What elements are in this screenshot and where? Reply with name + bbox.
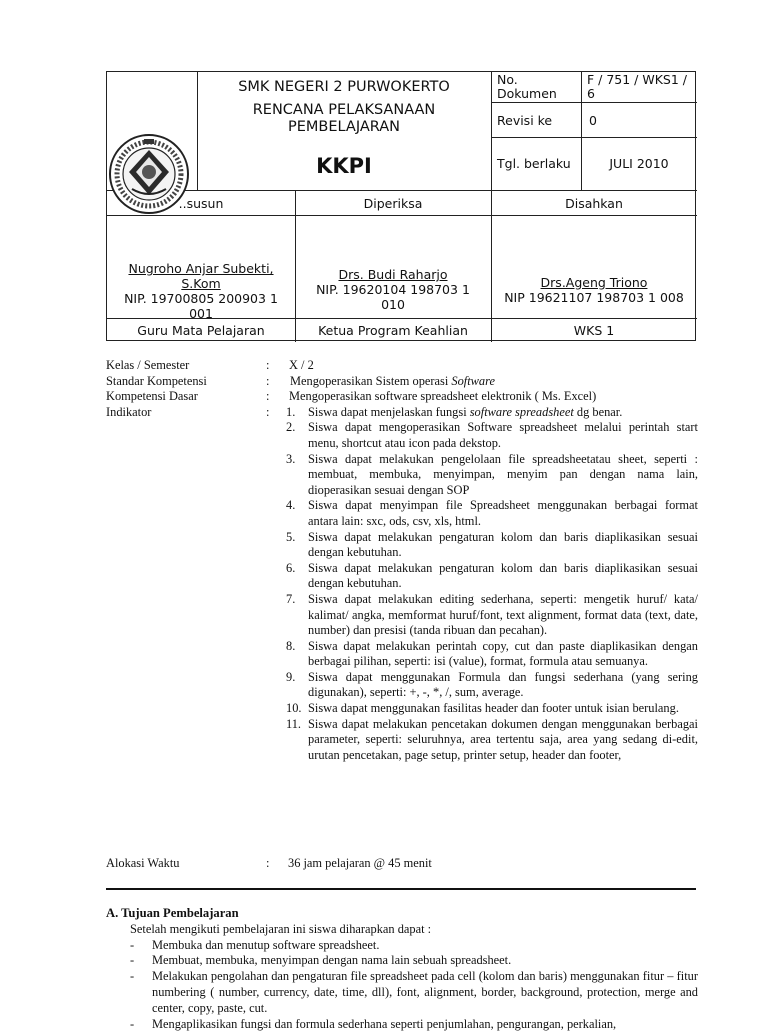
- dash-bullet: -: [130, 969, 135, 984]
- no-dokumen-label: No. Dokumen: [497, 72, 557, 101]
- indikator-number: 5.: [286, 529, 296, 544]
- indikator-row: [106, 405, 698, 764]
- tujuan-item: [130, 1017, 698, 1032]
- indikator-item: [286, 498, 698, 529]
- indikator-item: [286, 592, 698, 639]
- alokasi-value: 36 jam pelajaran @ 45 menit: [288, 856, 432, 870]
- indikator-text: Siswa dapat menyimpan file Spreadsheet menggunakan berbagai format antara lain: sxc, ods, csv, xls, html.: [308, 498, 698, 528]
- indikator-number: 7.: [286, 591, 296, 606]
- subject-title: KKPI: [316, 154, 372, 178]
- dash-bullet: -: [130, 1016, 135, 1031]
- horizontal-rule: [106, 888, 696, 890]
- role-wks: WKS 1: [573, 323, 615, 338]
- sk-label: Standar Kompetensi: [106, 373, 207, 388]
- indikator-number: 3.: [286, 451, 296, 466]
- disahkan-nip: NIP 19621107 198703 1 008: [504, 290, 684, 305]
- kelas-value: X / 2: [289, 358, 314, 372]
- divider: [491, 190, 492, 342]
- info-section: [106, 358, 698, 763]
- tujuan-section: [106, 906, 698, 1032]
- indikator-label: Indikator: [106, 404, 152, 419]
- tujuan-intro: Setelah mengikuti pembelajaran ini siswa diharapkan dapat :: [130, 921, 432, 936]
- indikator-item: [286, 452, 698, 499]
- indikator-text: dg benar.: [573, 404, 623, 419]
- indikator-item: [286, 530, 698, 561]
- indikator-number: 2.: [286, 420, 296, 435]
- indikator-list: [286, 405, 698, 764]
- indikator-item: [286, 639, 698, 670]
- sk-value: [290, 374, 698, 390]
- kelas-row: [106, 358, 698, 374]
- tujuan-list: [106, 938, 698, 1032]
- indikator-item: [286, 420, 698, 451]
- role-ketua: Ketua Program Keahlian: [318, 323, 468, 338]
- school-name: SMK NEGERI 2 PURWOKERTO: [238, 79, 450, 95]
- colon: :: [266, 389, 270, 404]
- indikator-item: [286, 405, 698, 421]
- indikator-item: [286, 670, 698, 701]
- tujuan-item-text: Membuat, membuka, menyimpan dengan nama lain sebuah spreadsheet.: [152, 953, 512, 968]
- indikator-item: [286, 717, 698, 764]
- tujuan-item-text: Mengaplikasikan fungsi dan formula sederhana seperti penjumlahan, pengurangan, perkalian,: [152, 1016, 617, 1031]
- sk-row: [106, 374, 698, 390]
- colon: :: [266, 404, 270, 419]
- indikator-text-italic: software spreadsheet: [469, 404, 574, 419]
- colon: :: [266, 856, 270, 870]
- indikator-number: 6.: [286, 560, 296, 575]
- divider: [491, 72, 492, 190]
- indikator-text: Siswa dapat melakukan pengelolaan file spreadsheetatau sheet, seperti : membuat, membuka, menyimpan, menyim pan dengan nama lain, dioperasikan sesuai dengan SOP: [308, 451, 698, 497]
- tujuan-item: [130, 953, 698, 969]
- colon: :: [266, 373, 270, 388]
- diperiksa-head: Diperiksa: [363, 196, 423, 211]
- kd-label: Kompetensi Dasar: [106, 389, 198, 404]
- indikator-text: Siswa dapat menggunakan Formula dan fungsi sederhana (yang sering digunakan), seperti: +, -, *, /, sum, average.: [308, 669, 698, 700]
- indikator-text: Siswa dapat melakukan pengaturan kolom dan baris diaplikasikan sesuai dengan kebutuhan.: [308, 529, 698, 560]
- alokasi-label: Alokasi Waktu: [106, 856, 180, 870]
- tujuan-item: [130, 969, 698, 1016]
- role-guru: Guru Mata Pelajaran: [137, 323, 265, 338]
- kd-row: [106, 389, 698, 405]
- indikator-number: 9.: [286, 669, 296, 684]
- indikator-text: Siswa dapat mengoperasikan Software spreadsheet melalui perintah start menu, shortcut atau icon pada dekstop.: [308, 420, 698, 450]
- indikator-text: Siswa dapat melakukan pengaturan kolom dan baris diaplikasikan sesuai dengan kebutuhan.: [308, 560, 698, 591]
- indikator-number: 11.: [286, 716, 302, 731]
- diperiksa-nip: NIP. 19620104 198703 1 010: [316, 282, 470, 312]
- doc-title-line2: PEMBELAJARAN: [287, 119, 401, 135]
- disahkan-name: Drs.Ageng Triono: [540, 275, 648, 290]
- indikator-number: 4.: [286, 498, 296, 513]
- divider: [581, 72, 582, 190]
- divider: [107, 190, 697, 191]
- revisi-label: Revisi ke: [497, 113, 553, 128]
- tujuan-heading: A. Tujuan Pembelajaran: [106, 906, 239, 920]
- divider: [491, 137, 697, 138]
- divider: [295, 190, 296, 342]
- disahkan-head: Disahkan: [565, 196, 623, 211]
- tgl-berlaku-label: Tgl. berlaku: [497, 156, 571, 171]
- indikator-text: Siswa dapat melakukan perintah copy, cut dan paste diaplikasikan dengan berbagai pilihan, seperti: isi (value), format, formula atau semuanya.: [308, 638, 698, 669]
- divider: [107, 215, 697, 216]
- dash-bullet: -: [130, 937, 135, 952]
- penyusun-name-line2: S.Kom: [181, 276, 221, 291]
- kd-value: Mengoperasikan software spreadsheet elektronik ( Ms. Excel): [289, 389, 597, 404]
- tujuan-item-text: Melakukan pengolahan dan pengaturan file spreadsheet pada cell (kolom dan baris) menggunakan fitur – fitur numbering ( number, currency, date, time, dll), font, alignment, border, background, protection, merge and center, copy, paste, cut.: [152, 969, 698, 1015]
- sk-value-text: Mengoperasikan Sistem operasi: [290, 373, 452, 388]
- diperiksa-name: Drs. Budi Raharjo: [338, 267, 448, 282]
- divider: [491, 102, 697, 103]
- indikator-number: 10.: [286, 701, 302, 716]
- tujuan-item-text: Membuka dan menutup software spreadsheet.: [152, 937, 380, 952]
- indikator-text: Siswa dapat menggunakan fasilitas header dan footer untuk isian berulang.: [308, 701, 679, 716]
- indikator-text: Siswa dapat melakukan editing sederhana, seperti: mengetik huruf/ kata/ kalimat/ angka, memformat huruf/font, text alignment, format data (text, date, number) dan presisi (tanda ribuan dan pecahan).: [308, 591, 698, 638]
- sk-value-italic: Software: [451, 373, 495, 388]
- indikator-number: 1.: [286, 404, 296, 419]
- colon: :: [266, 358, 270, 372]
- penyusun-head: ..susun: [178, 196, 224, 211]
- indikator-number: 8.: [286, 638, 296, 653]
- tgl-berlaku-value: JULI 2010: [609, 156, 669, 171]
- tujuan-item: [130, 938, 698, 954]
- revisi-value: 0: [589, 113, 597, 128]
- kelas-label: Kelas / Semester: [106, 358, 190, 372]
- header-table: [106, 71, 696, 341]
- penyusun-nip: NIP. 19700805 200903 1 001: [124, 291, 278, 321]
- penyusun-name-line1: Nugroho Anjar Subekti,: [128, 261, 274, 276]
- dash-bullet: -: [130, 953, 135, 968]
- no-dokumen-value: F / 751 / WKS1 / 6: [587, 72, 687, 101]
- school-logo-icon: [108, 133, 190, 215]
- doc-title-line1: RENCANA PELAKSANAAN: [252, 102, 436, 118]
- indikator-text: Siswa dapat melakukan pencetakan dokumen dengan menggunakan berbagai parameter, seperti: seluruhnya, area tertentu saja, area yang sedang di-edit, urutan pencetakan, page setup, printer setup, header dan footer,: [308, 716, 698, 762]
- indikator-item: [286, 561, 698, 592]
- indikator-text: Siswa dapat menjelaskan fungsi: [308, 404, 470, 419]
- indikator-item: [286, 701, 698, 717]
